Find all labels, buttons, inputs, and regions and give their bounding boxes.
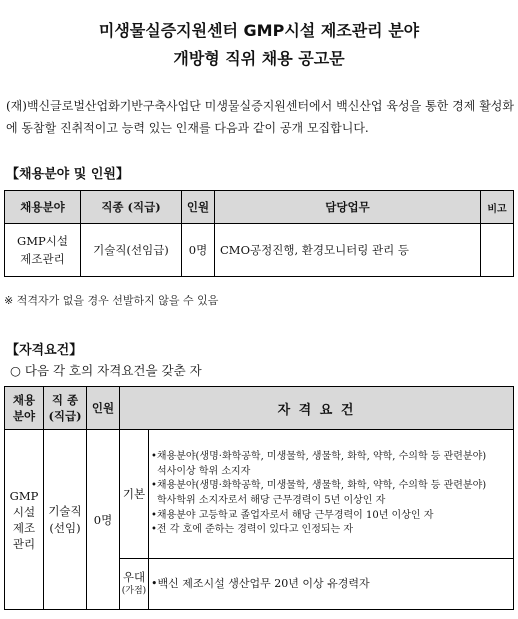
intro-paragraph: (재)백신글로벌산업화기반구축사업단 미생물실증지원센터에서 백신산업 육성을 통한 경제 활성화에 동참할 진취적이고 능력 있는 인재를 다음과 같이 공개 모집합니다. bbox=[6, 99, 514, 135]
requirement-item: •채용분야 고등학교 졸업자로서 해당 근무경력이 10년 이상인 자 bbox=[151, 509, 434, 521]
header-job: 직 종 (직급) bbox=[44, 387, 87, 430]
header-duty: 담당업무 bbox=[215, 191, 481, 224]
preferred-label-text: 우대 bbox=[122, 570, 146, 584]
cell-field: GMP 시설 제조 관리 bbox=[5, 430, 44, 610]
cell-count: 0명 bbox=[87, 430, 120, 610]
preferred-sub-label: (가점) bbox=[121, 586, 147, 596]
basic-requirements bbox=[149, 430, 514, 559]
header-field: 채용분야 bbox=[5, 191, 81, 224]
basic-label: 기본 bbox=[120, 430, 149, 559]
section-heading-positions: 【채용분야 및 인원】 bbox=[6, 167, 129, 182]
header-count: 인원 bbox=[182, 191, 215, 224]
preferred-label bbox=[120, 559, 149, 610]
page-title-line1: 미생물실증지원센터 GMP시설 제조관리 분야 bbox=[98, 21, 420, 40]
footnote: ※ 적격자가 없을 경우 선발하지 않을 수 있음 bbox=[4, 294, 219, 307]
requirement-item: •백신 제조시설 생산업무 20년 이상 유경력자 bbox=[151, 576, 370, 590]
requirement-item: 학사학위 소지자로서 해당 근무경력이 5년 이상인 자 bbox=[157, 495, 386, 506]
positions-table bbox=[4, 190, 514, 277]
preferred-requirements bbox=[149, 559, 514, 610]
cell-note bbox=[481, 224, 514, 277]
section-heading-qualifications: 【자격요건】 bbox=[6, 343, 83, 358]
cell-job: 기술직 (선임) bbox=[44, 430, 87, 610]
header-field: 채용 분야 bbox=[5, 387, 44, 430]
header-count: 인원 bbox=[87, 387, 120, 430]
cell-duty: CMO공정진행, 환경모니터링 관리 등 bbox=[215, 224, 481, 277]
cell-count: 0명 bbox=[182, 224, 215, 277]
page-title-line2: 개방형 직위 채용 공고문 bbox=[173, 49, 345, 68]
table-header-row bbox=[5, 387, 514, 430]
table-row bbox=[5, 430, 514, 559]
qualifications-bullet: ○ 다음 각 호의 자격요건을 갖춘 자 bbox=[10, 363, 202, 378]
requirement-item: 석사이상 학위 소지자 bbox=[157, 465, 251, 477]
header-job: 직종 (직급) bbox=[81, 191, 182, 224]
requirement-item: •채용분야(생명·화학공학, 미생물학, 생물학, 화학, 약학, 수의학 등 관련분야) bbox=[151, 451, 487, 463]
cell-job: 기술직(선임급) bbox=[81, 224, 182, 277]
cell-field: GMP시설 제조관리 bbox=[5, 224, 81, 277]
requirement-item: •채용분야(생명·화학공학, 미생물학, 생물학, 화학, 약학, 수의학 등 관련분야) bbox=[151, 480, 487, 492]
requirement-item: •전 각 호에 준하는 경력이 있다고 인정되는 자 bbox=[151, 524, 354, 536]
header-note: 비고 bbox=[481, 191, 514, 224]
header-requirements: 자 격 요 건 bbox=[120, 387, 514, 430]
table-row bbox=[5, 224, 514, 277]
qualifications-table bbox=[4, 386, 514, 610]
table-header-row bbox=[5, 191, 514, 224]
